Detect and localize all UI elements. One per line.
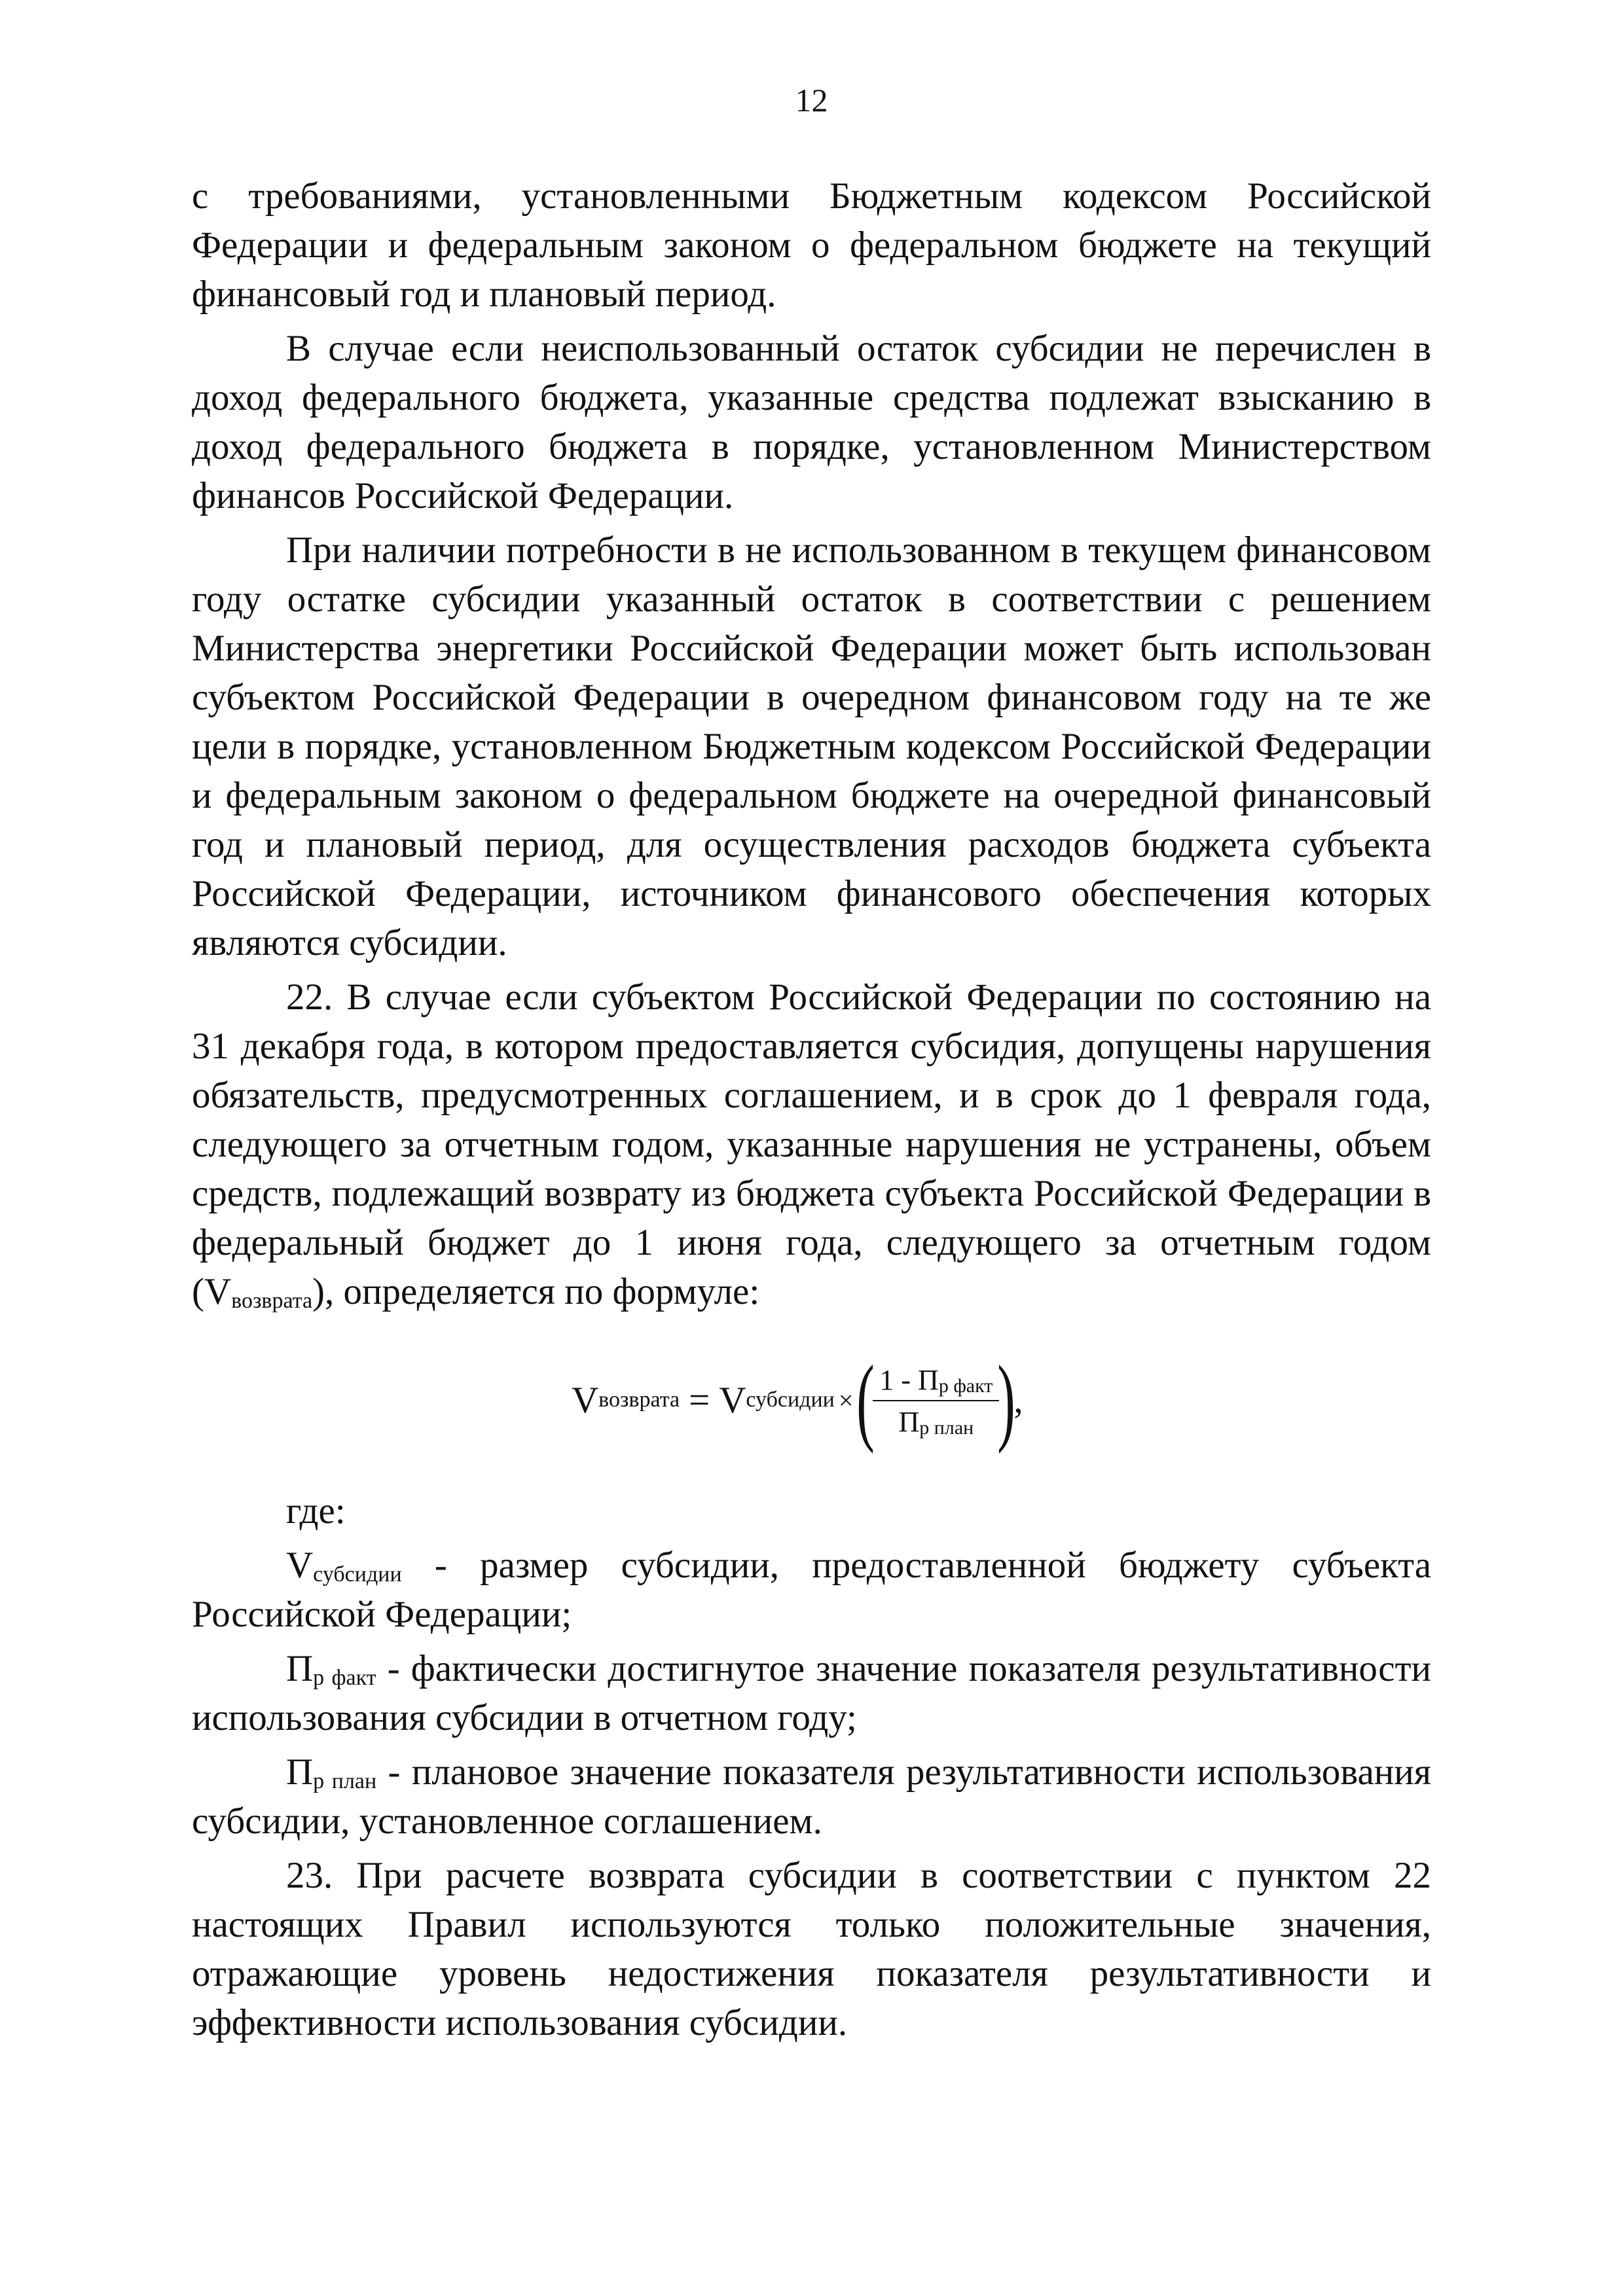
formula-equals: = bbox=[689, 1379, 710, 1421]
formula-numerator-subscript: р факт bbox=[938, 1375, 993, 1397]
paragraph-22-text: 22. В случае если субъектом Российской Федерации по состоянию на 31 декабря года, в котором предоставляется субсидия, допущены нарушения обязательств, предусмотренных соглашением, и в срок до 1 февраля года, следующего за отчетным годом, указанные нарушения не устранены, объем средств, подлежащий возврату из бюджета субъекта Российской Федерации в федеральный бюджет до 1 июня года, следующего за отчетным годом (V bbox=[192, 977, 1431, 1312]
definition-p-actual bbox=[192, 1644, 1431, 1742]
definition-symbol: П bbox=[286, 1648, 314, 1689]
paragraph-balance-use: При наличии потребности в не использованном в текущем финансовом году остатке субсидии указанный остаток в соответствии с решением Министерства энергетики Российской Федерации может быть использован субъектом Российской Федерации в очередном финансовом году на те же цели в порядке, установленном Бюджетным кодексом Российской Федерации и федеральным законом о федеральном бюджете на очередной финансовый год и плановый период, для осуществления расходов бюджета субъекта Российской Федерации, источником финансового обеспечения которых являются субсидии. bbox=[192, 529, 1431, 963]
page-number: 12 bbox=[795, 82, 828, 118]
definition-subscript: р факт bbox=[313, 1666, 376, 1690]
paragraph-22 bbox=[192, 973, 1431, 1316]
paragraph-continuation: с требованиями, установленными Бюджетным кодексом Российской Федерации и федеральным законом о федеральном бюджете на текущий финансовый год и плановый период. bbox=[192, 175, 1431, 315]
formula-denominator-text: П bbox=[898, 1406, 920, 1438]
where-label: где: bbox=[286, 1490, 346, 1532]
formula-lhs-symbol: V bbox=[572, 1379, 599, 1421]
definition-v-subsidy bbox=[192, 1541, 1431, 1639]
definition-text: - фактически достигнутое значение показателя результативности использования субсидии в отчетном году; bbox=[192, 1648, 1431, 1738]
formula-denominator-subscript: р план bbox=[919, 1417, 974, 1439]
formula-fraction bbox=[873, 1363, 999, 1437]
formula-numerator bbox=[873, 1363, 999, 1401]
formula-numerator-text: 1 - П bbox=[879, 1364, 939, 1396]
definition-subscript: субсидии bbox=[313, 1562, 402, 1587]
formula-right-paren: ) bbox=[997, 1346, 1016, 1454]
formula-times: × bbox=[838, 1385, 854, 1415]
paragraph-unused-balance: В случае если неиспользованный остаток субсидии не перечислен в доход федерального бюджета, указанные средства подлежат взысканию в доход федерального бюджета в порядке, установленном Министерством финансов Российской Федерации. bbox=[192, 328, 1431, 516]
formula-left-paren: ( bbox=[856, 1346, 875, 1454]
document-body bbox=[192, 171, 1431, 2047]
definition-symbol: V bbox=[286, 1545, 314, 1586]
paragraph-22-subscript: возврата bbox=[231, 1289, 313, 1313]
definition-text: - плановое значение показателя результативности использования субсидии, установленное соглашением. bbox=[192, 1751, 1431, 1842]
definition-symbol: П bbox=[286, 1751, 314, 1793]
paragraph-23: 23. При расчете возврата субсидии в соответствии с пунктом 22 настоящих Правил используются только положительные значения, отражающие уровень недостижения показателя результативности и эффективности использования субсидии. bbox=[192, 1855, 1431, 2043]
paragraph-22-text-end: ), определяется по формуле: bbox=[312, 1271, 760, 1312]
definition-text: - размер субсидии, предоставленной бюджету субъекта Российской Федерации; bbox=[192, 1545, 1431, 1635]
formula-rhs-symbol: V bbox=[719, 1379, 746, 1421]
return-formula: V возврата = V субсидии × ( $\frac{1 - П_{р факт}}{П_{р план}}$ ) , bbox=[572, 1346, 1023, 1454]
formula-trailing-comma: , bbox=[1013, 1379, 1023, 1421]
definition-subscript: р план bbox=[313, 1769, 377, 1793]
definition-p-plan bbox=[192, 1748, 1431, 1846]
formula-denominator bbox=[892, 1401, 981, 1437]
